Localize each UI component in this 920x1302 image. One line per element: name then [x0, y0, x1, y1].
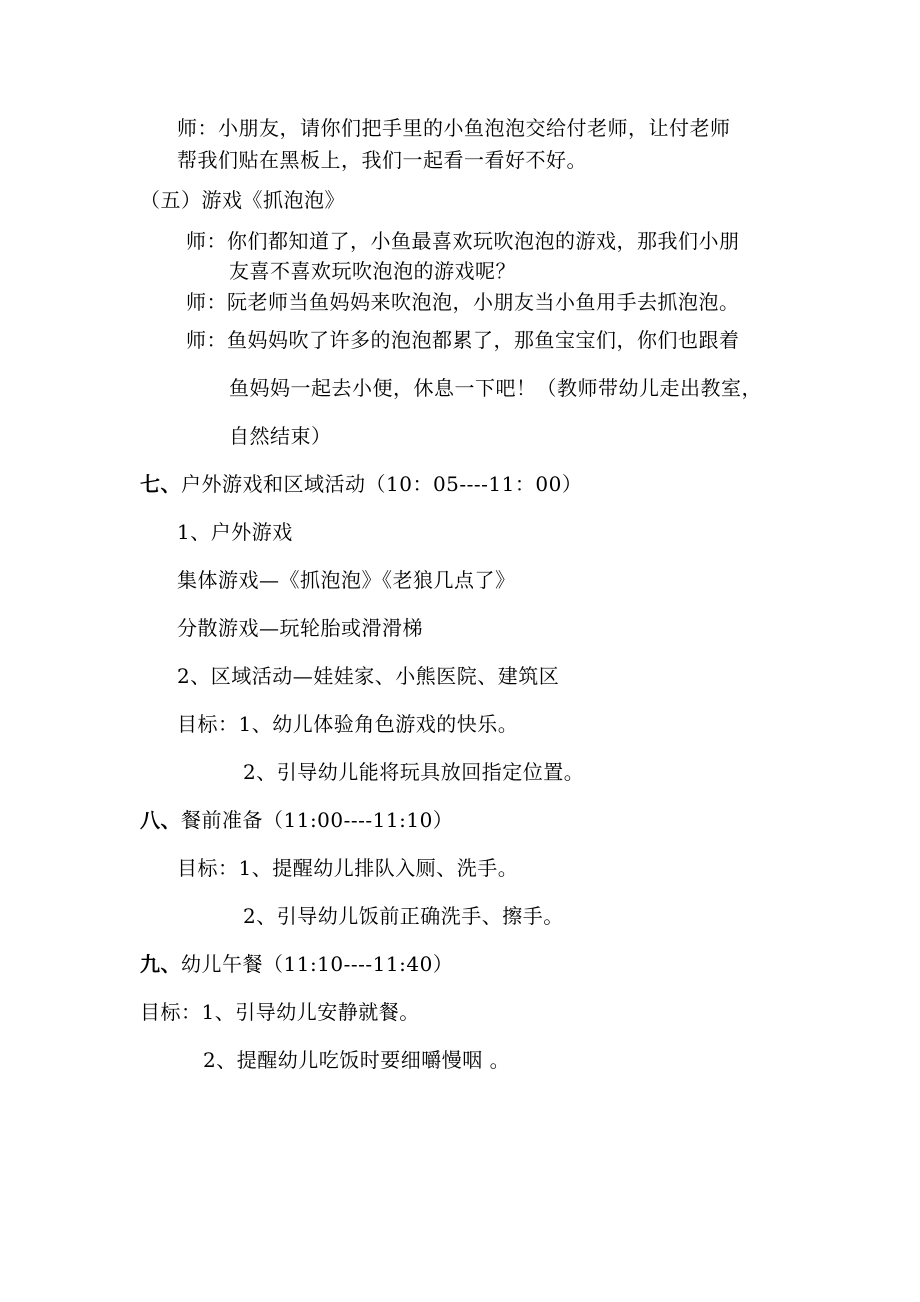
paragraph-line: 师：你们都知道了，小鱼最喜欢玩吹泡泡的游戏，那我们小朋 [186, 229, 740, 253]
paragraph-line: 师：小朋友，请你们把手里的小鱼泡泡交给付老师，让付老师 [177, 116, 731, 140]
section-title: 幼儿午餐（11:10----11:40） [181, 952, 454, 976]
subsection-heading: （五）游戏《抓泡泡》 [140, 188, 345, 212]
paragraph-line: 自然结束） [229, 424, 332, 448]
paragraph-line: 1、户外游戏 [177, 520, 293, 544]
paragraph-line: 2、提醒幼儿吃饭时要细嚼慢咽 。 [203, 1048, 511, 1072]
paragraph-line: 集体游戏—《抓泡泡》《老狼几点了》 [177, 568, 516, 592]
paragraph-line: 目标：1、提醒幼儿排队入厕、洗手。 [177, 856, 519, 880]
paragraph-line: 友喜不喜欢玩吹泡泡的游戏呢？ [229, 259, 516, 283]
section-number: 七、 [140, 472, 181, 496]
section-number: 八、 [140, 808, 181, 832]
paragraph-line: 分散游戏—玩轮胎或滑滑梯 [177, 616, 423, 640]
paragraph-line: 2、区域活动—娃娃家、小熊医院、建筑区 [177, 664, 560, 688]
section-heading-eight [140, 808, 453, 832]
paragraph-line: 2、引导幼儿饭前正确洗手、擦手。 [243, 904, 564, 928]
paragraph-line: 帮我们贴在黑板上，我们一起看一看好不好。 [177, 148, 587, 172]
paragraph-line: 2、引导幼儿能将玩具放回指定位置。 [243, 760, 585, 784]
paragraph-line: 师：鱼妈妈吹了许多的泡泡都累了，那鱼宝宝们，你们也跟着 [186, 328, 740, 352]
paragraph-line: 鱼妈妈一起去小便，休息一下吧！（教师带幼儿走出教室， [229, 376, 762, 400]
paragraph-line: 目标：1、幼儿体验角色游戏的快乐。 [177, 712, 519, 736]
section-heading-seven [140, 472, 582, 496]
paragraph-line: 目标：1、引导幼儿安静就餐。 [140, 1000, 420, 1024]
section-number: 九、 [140, 952, 181, 976]
section-heading-nine [140, 952, 453, 976]
paragraph-line: 师：阮老师当鱼妈妈来吹泡泡，小朋友当小鱼用手去抓泡泡。 [186, 290, 740, 314]
section-title: 户外游戏和区域活动（10：05----11：00） [181, 472, 583, 496]
section-title: 餐前准备（11:00----11:10） [181, 808, 454, 832]
